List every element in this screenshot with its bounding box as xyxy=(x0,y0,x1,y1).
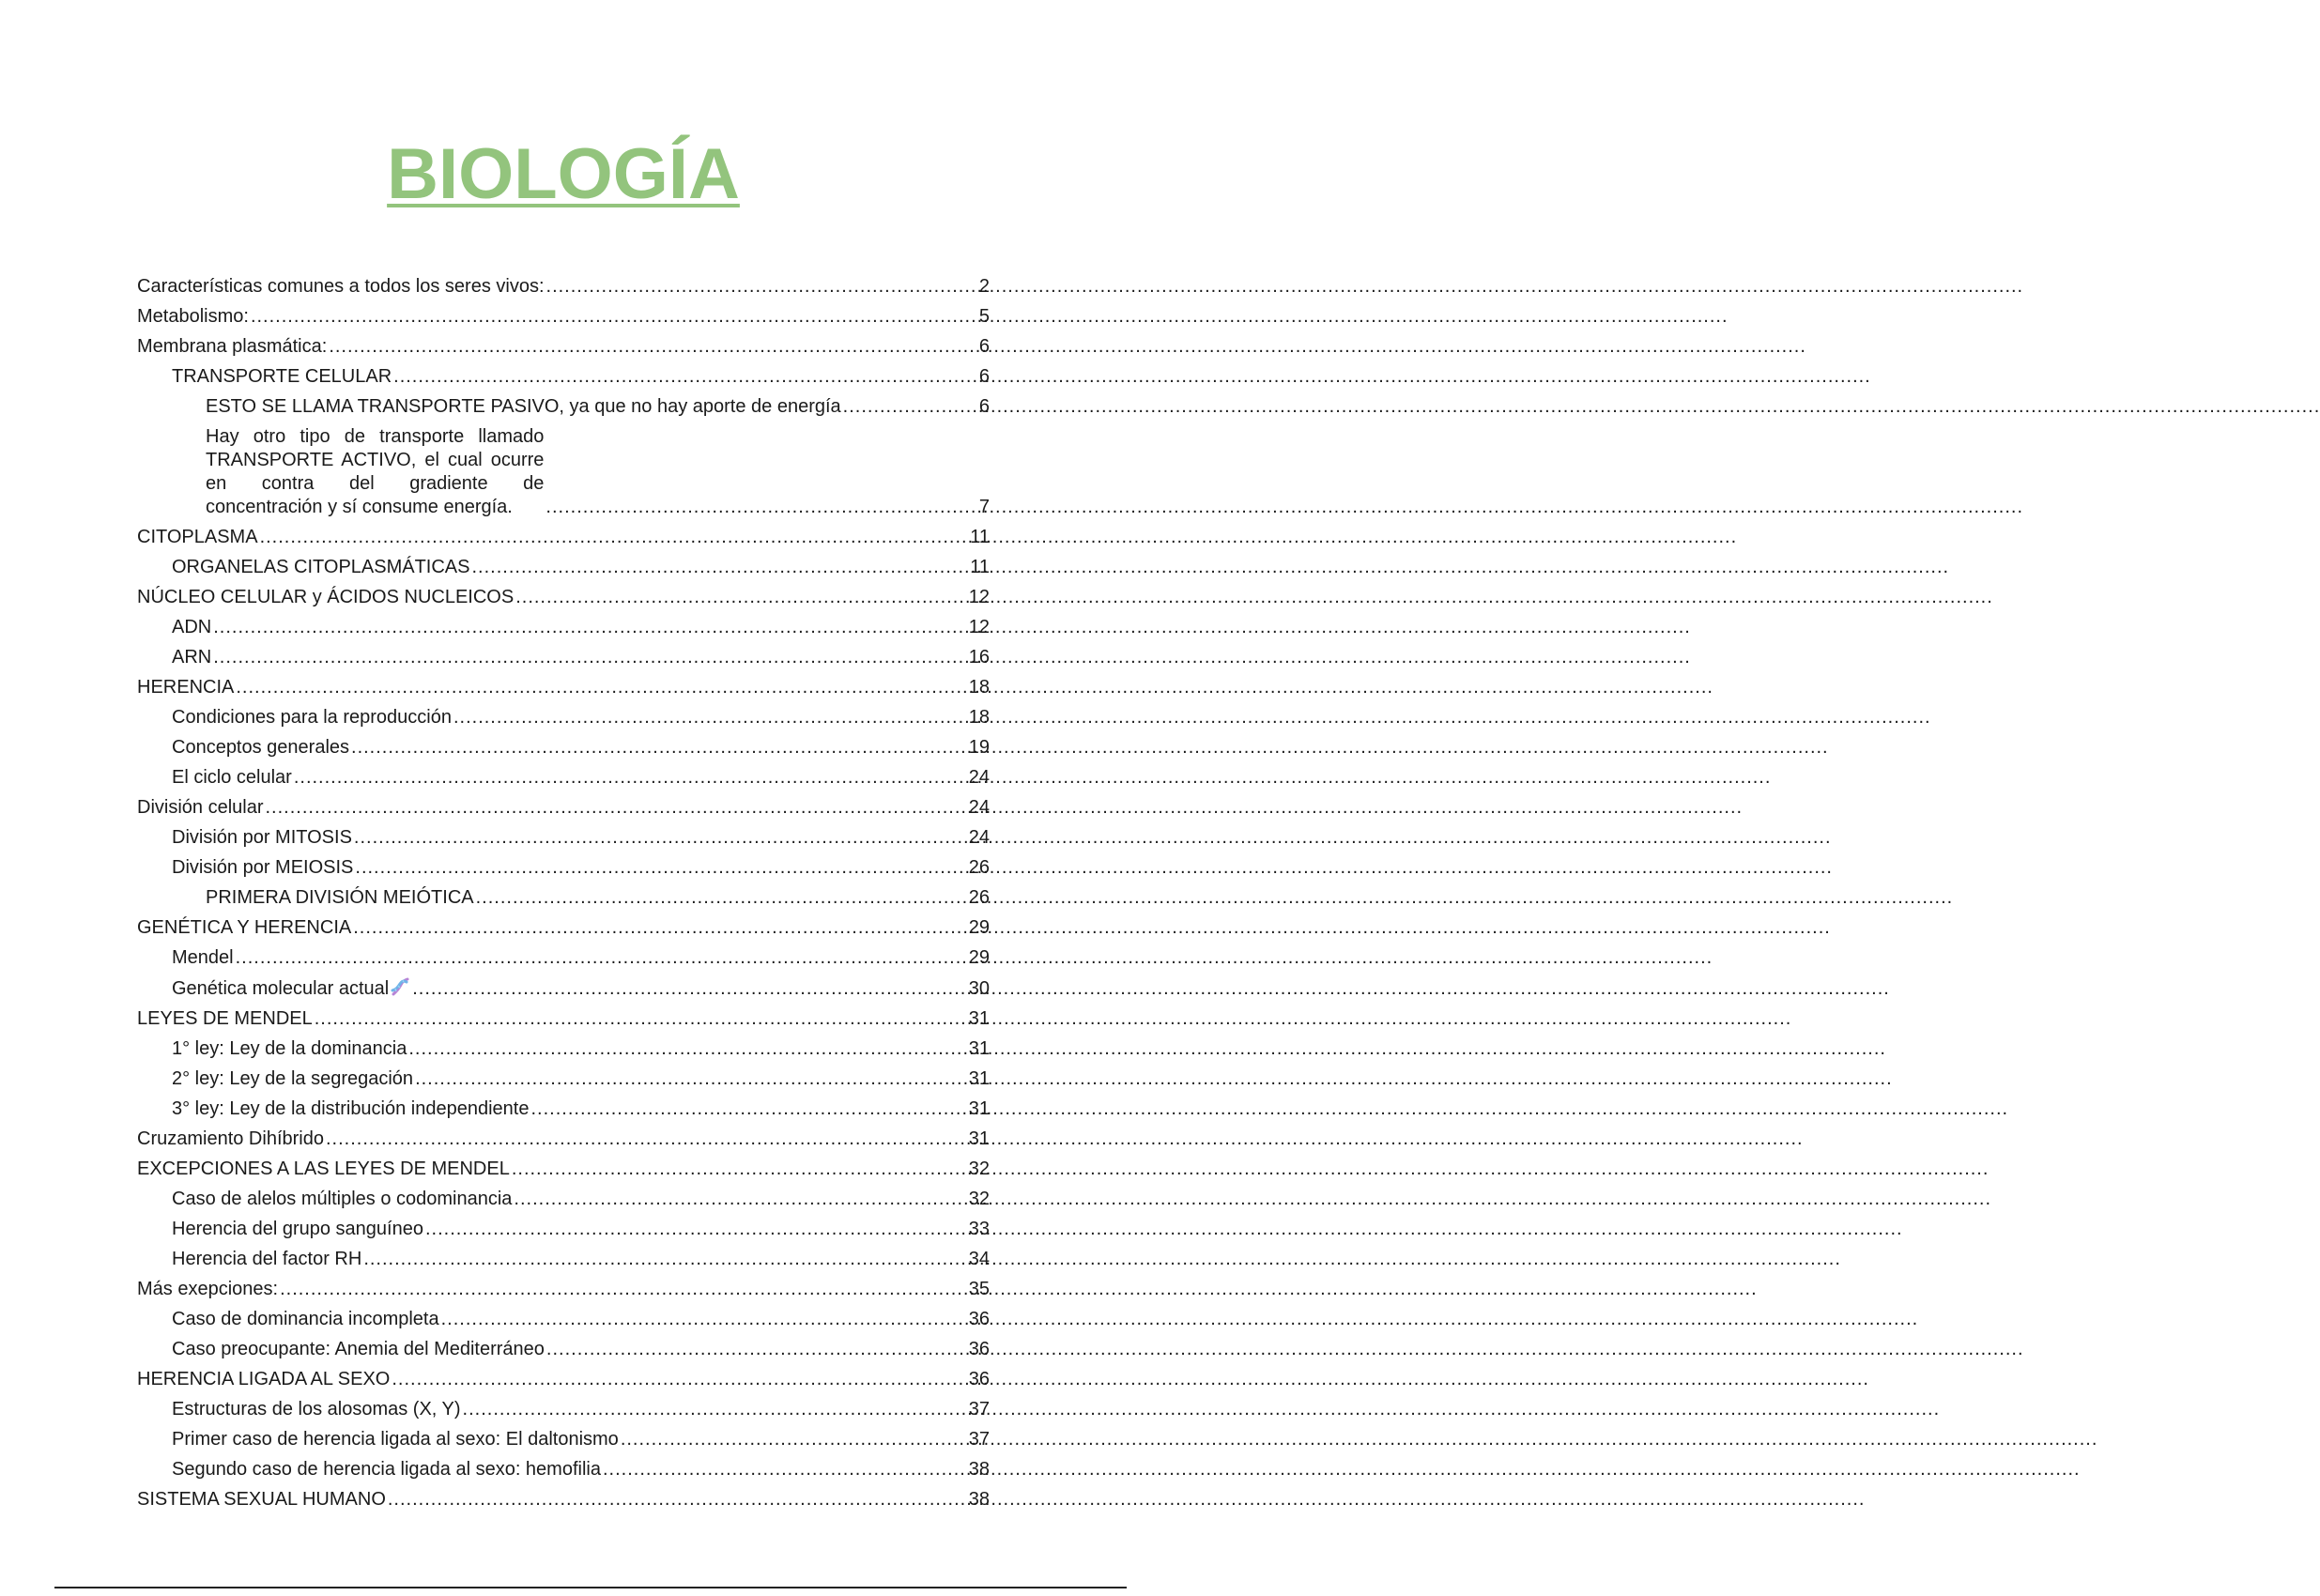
toc-entry-page-number[interactable]: 31 xyxy=(968,1068,990,1089)
toc-entry[interactable] xyxy=(137,1361,990,1391)
toc-entry[interactable] xyxy=(137,579,990,609)
toc-entry-page-number[interactable]: 5 xyxy=(978,306,990,327)
toc-entry[interactable] xyxy=(137,1121,990,1151)
toc-entry-page-number[interactable]: 31 xyxy=(968,1128,990,1149)
toc-entry[interactable] xyxy=(137,1451,990,1481)
toc-entry-title[interactable] xyxy=(137,796,264,820)
toc-entry[interactable] xyxy=(137,389,990,419)
toc-entry-title[interactable] xyxy=(137,1158,510,1181)
toc-leader-dots xyxy=(514,1188,966,1211)
toc-entry-page-number[interactable]: 11 xyxy=(970,527,990,547)
toc-entry-page-number[interactable]: 33 xyxy=(968,1219,990,1239)
toc-entry-label[interactable]: NÚCLEO CELULAR y ÁCIDOS NUCLEICOS xyxy=(137,587,515,607)
toc-entry[interactable] xyxy=(137,880,990,910)
toc-entry[interactable] xyxy=(137,609,990,639)
toc-entry-title[interactable] xyxy=(137,1488,386,1512)
toc-entry-label[interactable]: HERENCIA xyxy=(137,677,235,698)
toc-entry-label[interactable]: TRANSPORTE CELULAR xyxy=(172,366,392,387)
toc-entry[interactable] xyxy=(137,1271,990,1301)
toc-entry-page-number[interactable]: 37 xyxy=(968,1429,990,1450)
toc-leader-dots xyxy=(388,1488,967,1512)
toc-leader-dots xyxy=(463,1398,967,1421)
toc-entry-title[interactable] xyxy=(172,856,353,880)
toc-entry-label[interactable]: Condiciones para la reproducción xyxy=(172,707,452,728)
toc-entry-title[interactable] xyxy=(172,1308,439,1331)
toc-entry-title[interactable] xyxy=(172,556,470,579)
toc-entry-label[interactable]: PRIMERA DIVISIÓN MEIÓTICA xyxy=(206,887,474,908)
toc-entry[interactable] xyxy=(137,519,990,549)
toc-entry-label[interactable]: 3° ley: Ley de la distribución independiente xyxy=(172,1098,530,1119)
toc-entry-label[interactable]: Caso de dominancia incompleta xyxy=(172,1309,439,1329)
toc-entry-title[interactable] xyxy=(172,736,349,760)
toc-entry-label[interactable]: División celular xyxy=(137,797,264,818)
toc-entry-label[interactable]: Membrana plasmática: xyxy=(137,336,328,357)
toc-entry-page-number[interactable]: 6 xyxy=(978,336,990,357)
toc-entry-page-number[interactable]: 2 xyxy=(978,276,990,297)
toc-entry-page-number[interactable]: 24 xyxy=(968,827,990,848)
toc-entry-label[interactable]: Conceptos generales xyxy=(172,737,350,758)
toc-entry[interactable] xyxy=(137,669,990,699)
toc-entry-page-number[interactable]: 31 xyxy=(968,1008,990,1029)
toc-entry-label[interactable]: Herencia del factor RH xyxy=(172,1249,362,1269)
toc-entry[interactable] xyxy=(137,1331,990,1361)
toc-entry-label[interactable]: 2° ley: Ley de la segregación xyxy=(172,1068,414,1089)
toc-entry[interactable] xyxy=(137,820,990,850)
toc-entry-page-number[interactable]: 36 xyxy=(968,1309,990,1329)
toc-entry[interactable] xyxy=(137,639,990,669)
toc-entry[interactable] xyxy=(137,329,990,359)
toc-leader-dots xyxy=(329,335,977,359)
toc-entry-label[interactable]: Hay otro tipo de transporte llamado TRANSPORTE ACTIVO, el cual ocurre en contra del gradiente de concentración y sí consume energía. xyxy=(206,426,545,517)
toc-entry[interactable] xyxy=(137,940,990,970)
toc-entry-label[interactable]: Mendel xyxy=(172,947,234,968)
toc-entry-label[interactable]: LEYES DE MENDEL xyxy=(137,1008,313,1029)
toc-entry-page-number[interactable]: 6 xyxy=(978,366,990,387)
toc-entry-title[interactable] xyxy=(137,586,514,609)
toc-entry-page-number[interactable]: 35 xyxy=(968,1279,990,1299)
toc-entry[interactable] xyxy=(137,1061,990,1091)
toc-leader-dots xyxy=(546,275,977,299)
toc-entry[interactable] xyxy=(137,359,990,389)
toc-entry[interactable] xyxy=(137,1481,990,1512)
toc-entry-title[interactable] xyxy=(172,1218,423,1241)
toc-entry-title[interactable] xyxy=(137,1368,390,1391)
toc-entry-title[interactable] xyxy=(206,886,474,910)
toc-entry[interactable] xyxy=(137,1211,990,1241)
toc-leader-dots xyxy=(354,826,967,850)
toc-entry-label[interactable]: Caso de alelos múltiples o codominancia xyxy=(172,1189,513,1209)
toc-leader-dots xyxy=(515,586,967,609)
toc-entry-page-number[interactable]: 12 xyxy=(968,587,990,607)
toc-entry-title[interactable] xyxy=(137,1278,278,1301)
toc-entry-page-number[interactable]: 7 xyxy=(978,497,990,517)
toc-entry[interactable] xyxy=(137,419,990,519)
toc-entry-label[interactable]: ADN xyxy=(172,617,212,637)
toc-entry-title[interactable] xyxy=(172,946,234,970)
toc-leader-dots xyxy=(476,886,967,910)
toc-leader-dots xyxy=(412,977,967,1001)
toc-leader-dots xyxy=(213,646,967,669)
toc-leader-dots xyxy=(236,676,966,699)
toc-leader-dots xyxy=(280,1278,967,1301)
toc-entry-title[interactable] xyxy=(137,1128,324,1151)
toc-entry-page-number[interactable]: 29 xyxy=(968,947,990,968)
toc-entry-title[interactable] xyxy=(172,976,410,1001)
toc-entry[interactable] xyxy=(137,269,990,299)
toc-entry-title[interactable] xyxy=(137,275,545,299)
toc-entry-page-number[interactable]: 18 xyxy=(968,707,990,728)
toc-entry-title[interactable] xyxy=(172,365,392,389)
toc-entry-page-number[interactable]: 31 xyxy=(968,1098,990,1119)
toc-entry-page-number[interactable]: 32 xyxy=(968,1189,990,1209)
toc-leader-dots xyxy=(843,395,977,419)
toc-entry-page-number[interactable]: 24 xyxy=(968,767,990,788)
toc-entry-label[interactable]: EXCEPCIONES A LAS LEYES DE MENDEL xyxy=(137,1159,510,1179)
toc-entry-label[interactable]: GENÉTICA Y HERENCIA xyxy=(137,917,352,938)
toc-leader-dots xyxy=(251,305,977,329)
toc-leader-dots xyxy=(408,1037,966,1061)
toc-leader-dots xyxy=(546,1338,967,1361)
toc-entry[interactable] xyxy=(137,1421,990,1451)
toc-entry-page-number[interactable]: 38 xyxy=(968,1489,990,1510)
toc-entry-page-number[interactable]: 36 xyxy=(968,1369,990,1389)
toc-entry-page-number[interactable]: 24 xyxy=(968,797,990,818)
toc-entry[interactable] xyxy=(137,1151,990,1181)
toc-entry-label[interactable]: Primer caso de herencia ligada al sexo: El daltonismo xyxy=(172,1429,619,1450)
toc-entry-label[interactable]: División por MEIOSIS xyxy=(172,857,354,878)
toc-leader-dots xyxy=(415,1067,967,1091)
toc-leader-dots xyxy=(621,1428,967,1451)
toc-entry[interactable] xyxy=(137,1181,990,1211)
toc-leader-dots xyxy=(472,556,969,579)
toc-leader-dots xyxy=(213,616,967,639)
toc-leader-dots xyxy=(545,496,976,519)
toc-entry-page-number[interactable]: 26 xyxy=(968,857,990,878)
toc-entry-page-number[interactable]: 11 xyxy=(970,557,990,577)
toc-entry-title[interactable] xyxy=(172,1067,413,1091)
toc-entry-page-number[interactable]: 18 xyxy=(968,677,990,698)
toc-leader-dots xyxy=(530,1097,966,1121)
toc-entry-title[interactable] xyxy=(137,305,249,329)
toc-entry-label[interactable]: Más exepciones: xyxy=(137,1279,279,1299)
toc-leader-dots xyxy=(425,1218,967,1241)
toc-entry-label[interactable]: HERENCIA LIGADA AL SEXO xyxy=(137,1369,391,1389)
toc-entry-title[interactable] xyxy=(137,335,327,359)
toc-entry[interactable] xyxy=(137,699,990,729)
toc-entry-page-number[interactable]: 31 xyxy=(968,1038,990,1059)
toc-entry-label[interactable]: ORGANELAS CITOPLASMÁTICAS xyxy=(172,557,470,577)
toc-entry-label[interactable]: Segundo caso de herencia ligada al sexo: hemofilia xyxy=(172,1459,601,1480)
toc-entry-label[interactable]: CITOPLASMA xyxy=(137,527,258,547)
toc-leader-dots xyxy=(393,365,977,389)
toc-entry-label[interactable]: Herencia del grupo sanguíneo xyxy=(172,1219,423,1239)
toc-entry-label[interactable]: Metabolismo: xyxy=(137,306,249,327)
toc-entry[interactable] xyxy=(137,1391,990,1421)
toc-entry-label[interactable]: El ciclo celular xyxy=(172,767,292,788)
toc-entry-label[interactable]: Caso preocupante: Anemia del Mediterráneo xyxy=(172,1339,545,1359)
toc-leader-dots xyxy=(353,916,967,940)
toc-entry[interactable] xyxy=(137,850,990,880)
toc-entry-title[interactable] xyxy=(137,676,234,699)
toc-entry-title[interactable] xyxy=(172,1428,619,1451)
toc-entry-title[interactable] xyxy=(172,616,211,639)
toc-entry-title[interactable] xyxy=(172,1398,461,1421)
toc-leader-dots xyxy=(603,1458,967,1481)
document-title-text: BIOLOGÍA xyxy=(387,134,740,214)
toc-entry-page-number[interactable]: 6 xyxy=(978,396,990,417)
toc-entry-title[interactable] xyxy=(172,1458,601,1481)
toc-entry-title[interactable] xyxy=(206,425,544,519)
document-title xyxy=(0,134,1127,214)
toc-entry[interactable] xyxy=(137,970,990,1001)
toc-leader-dots xyxy=(315,1007,967,1031)
toc-entry-title[interactable] xyxy=(172,766,292,790)
toc-leader-dots xyxy=(363,1248,966,1271)
toc-entry-title[interactable] xyxy=(172,1037,407,1061)
toc-entry[interactable] xyxy=(137,1091,990,1121)
toc-entry-title[interactable] xyxy=(172,646,211,669)
toc-entry-page-number[interactable]: 36 xyxy=(968,1339,990,1359)
toc-entry-title[interactable] xyxy=(172,706,452,729)
toc-leader-dots xyxy=(392,1368,966,1391)
toc-entry[interactable] xyxy=(137,299,990,329)
toc-entry-label[interactable]: División por MITOSIS xyxy=(172,827,352,848)
toc-leader-dots xyxy=(294,766,967,790)
toc-entry-page-number[interactable]: 16 xyxy=(968,647,990,668)
toc-entry-page-number[interactable]: 26 xyxy=(968,887,990,908)
toc-leader-dots xyxy=(266,796,967,820)
toc-leader-dots xyxy=(453,706,967,729)
toc-entry-label[interactable]: 1° ley: Ley de la dominancia xyxy=(172,1038,407,1059)
toc-entry-page-number[interactable]: 34 xyxy=(968,1249,990,1269)
toc-entry[interactable] xyxy=(137,910,990,940)
toc-entry-page-number[interactable]: 38 xyxy=(968,1459,990,1480)
toc-leader-dots xyxy=(351,736,967,760)
toc-entry-title[interactable] xyxy=(172,1248,361,1271)
table-of-contents xyxy=(137,269,990,1512)
toc-leader-dots xyxy=(355,856,966,880)
toc-entry[interactable] xyxy=(137,1241,990,1271)
toc-entry-page-number[interactable]: 37 xyxy=(968,1399,990,1420)
toc-entry-page-number[interactable]: 32 xyxy=(968,1159,990,1179)
toc-leader-dots xyxy=(326,1128,967,1151)
toc-entry[interactable] xyxy=(137,790,990,820)
toc-entry-title[interactable] xyxy=(137,526,258,549)
toc-entry-title[interactable] xyxy=(172,826,352,850)
toc-entry[interactable] xyxy=(137,760,990,790)
toc-entry-page-number[interactable]: 29 xyxy=(968,917,990,938)
toc-entry-label[interactable]: SISTEMA SEXUAL HUMANO xyxy=(137,1489,386,1510)
toc-entry-title[interactable] xyxy=(137,1007,313,1031)
toc-entry[interactable] xyxy=(137,729,990,760)
toc-entry-page-number[interactable]: 19 xyxy=(968,737,990,758)
toc-entry[interactable] xyxy=(137,1301,990,1331)
toc-entry-label[interactable]: ARN xyxy=(172,647,212,668)
toc-entry-title[interactable] xyxy=(172,1097,529,1121)
toc-entry-page-number[interactable]: 30 xyxy=(968,978,990,999)
toc-leader-dots xyxy=(512,1158,967,1181)
dna-icon xyxy=(390,976,410,997)
toc-entry-label[interactable]: Genética molecular actual xyxy=(172,978,390,999)
toc-entry-title[interactable] xyxy=(137,916,351,940)
toc-entry[interactable] xyxy=(137,1001,990,1031)
toc-entry-label[interactable]: ESTO SE LLAMA TRANSPORTE PASIVO, ya que no hay aporte de energía xyxy=(206,396,841,417)
toc-leader-dots xyxy=(260,526,969,549)
toc-entry[interactable] xyxy=(137,549,990,579)
toc-entry-label[interactable]: Características comunes a todos los seres vivos: xyxy=(137,276,545,297)
toc-entry-label[interactable]: Cruzamiento Dihíbrido xyxy=(137,1128,324,1149)
toc-entry-page-number[interactable]: 12 xyxy=(968,617,990,637)
toc-entry-title[interactable] xyxy=(172,1188,512,1211)
toc-entry-title[interactable] xyxy=(206,395,841,419)
footer-divider xyxy=(54,1587,1127,1588)
toc-entry-title[interactable] xyxy=(172,1338,545,1361)
toc-leader-dots xyxy=(236,946,967,970)
toc-leader-dots xyxy=(441,1308,967,1331)
toc-entry[interactable] xyxy=(137,1031,990,1061)
toc-entry-label[interactable]: Estructuras de los alosomas (X, Y) xyxy=(172,1399,461,1420)
